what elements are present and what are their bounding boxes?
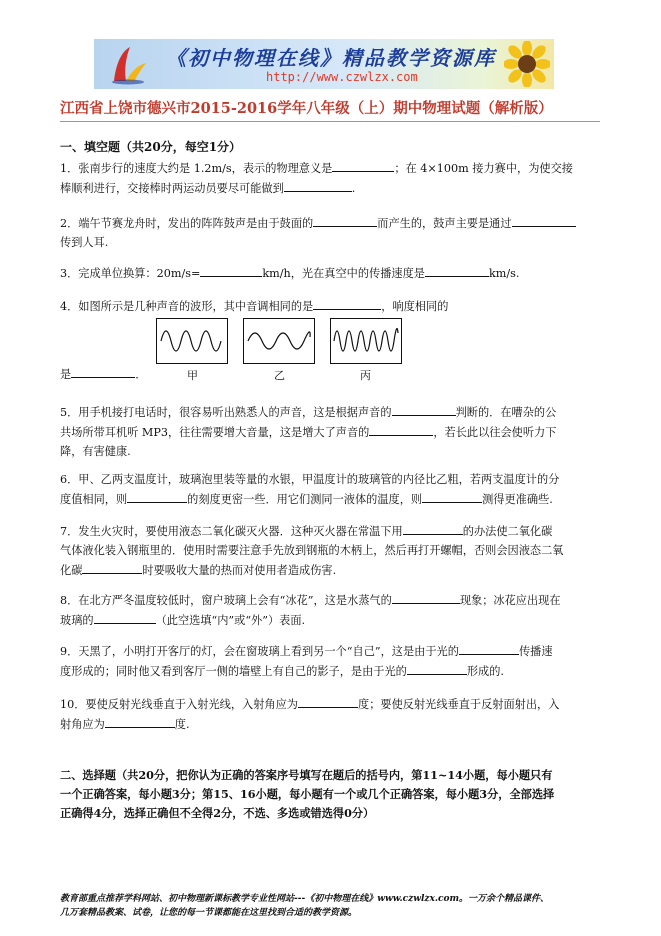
q9-blank-2[interactable] [407, 661, 467, 675]
question-10 [60, 694, 590, 734]
site-logo-icon [108, 43, 148, 85]
q6-text-d: 测得更准确些. [482, 493, 553, 506]
question-5 [60, 402, 590, 461]
q7-blank-1[interactable] [403, 521, 463, 535]
q6-text-c: 的刻度更密一些．用它们测同一液体的温度，则 [187, 493, 423, 506]
q1-text-d: . [351, 182, 356, 195]
q2-text-c: 传到人耳. [60, 236, 109, 249]
q1-text-a: 1．张南步行的速度大约是 1.2m/s，表示的物理意义是 [60, 162, 333, 175]
waveform-yi [243, 318, 315, 364]
waveform-label-bing: 丙 [360, 369, 371, 382]
q2-text-b: 而产生的，鼓声主要是通过 [377, 217, 512, 230]
q4-text-b: ，响度相同的 [381, 300, 449, 313]
q1-text-c: 棒顺利进行，交接棒时两运动员要尽可能做到 [60, 182, 284, 195]
q10-text-b: 度；要使反射光线垂直于反射面射出，入 [358, 698, 560, 711]
divider [60, 121, 600, 122]
q10-text-c: 射角应为 [60, 718, 105, 731]
q10-blank-1[interactable] [298, 694, 358, 708]
q5-text-d: ，若长此以往会使听力下 [433, 426, 557, 439]
header-banner [94, 39, 554, 89]
q8-blank-1[interactable] [392, 590, 460, 604]
q5-text-b: 判断的．在嘈杂的公 [455, 406, 557, 419]
q2-blank-2[interactable] [512, 213, 576, 227]
q2-blank-1[interactable] [313, 213, 377, 227]
q2-text-a: 2．端午节赛龙舟时，发出的阵阵鼓声是由于鼓面的 [60, 217, 314, 230]
q1-blank-1[interactable] [332, 158, 394, 172]
q4-text-d: ． [135, 368, 147, 381]
page-title: 江西省上饶市德兴市2015-2016学年八年级（上）期中物理试题（解析版） [60, 100, 553, 117]
question-2 [60, 213, 590, 252]
q8-blank-2[interactable] [94, 610, 156, 624]
q8-text-a: 8．在北方严冬温度较低时，窗户玻璃上会有“冰花”，这是水蒸气的 [60, 594, 392, 607]
q3-blank-1[interactable] [200, 263, 262, 277]
section-heading-choice [60, 766, 600, 823]
page-footer [60, 892, 610, 920]
section2-line-3: 正确得4分，选择正确但不全得2分，不选、多选或错选得0分） [60, 806, 375, 820]
banner-slogan: 《初中物理在线》精品教学资源库 [166, 46, 496, 70]
q5-blank-1[interactable] [392, 402, 456, 416]
question-7 [60, 521, 590, 580]
q9-text-a: 9．天黑了，小明打开客厅的灯，会在窗玻璃上看到另一个“自己”，这是由于光的 [60, 645, 459, 658]
section2-line-1: 二、选择题（共20分，把你认为正确的答案序号填写在题后的括号内，第11~14小题，每小题只有 [60, 768, 553, 782]
q6-blank-2[interactable] [422, 489, 482, 503]
q1-blank-2[interactable] [284, 178, 352, 192]
waveform-label-yi: 乙 [274, 369, 285, 382]
q5-text-a: 5．用手机接打电话时，很容易听出熟悉人的声音，这是根据声音的 [60, 406, 392, 419]
footer-line-2: 几万套精品教案、试卷，让您的每一节课都能在这里找到合适的教学资源。 [60, 908, 358, 918]
question-4-continued [60, 364, 590, 384]
q7-text-c: 气体液化装入钢瓶里的．使用时需要注意手先放到钢瓶的木柄上，然后再打开螺帽，否则会因液态二氧 [60, 544, 564, 557]
section-heading-fill-in: 一、填空题（共20分，每空1分） [60, 140, 242, 154]
question-6 [60, 470, 590, 509]
q1-text-b: ；在 4×100m 接力赛中，为使交接 [394, 162, 573, 175]
waveform-jia [156, 318, 228, 364]
q5-text-c: 共场所带耳机听 MP3，往往需要增大音量，这是增大了声音的 [60, 426, 370, 439]
question-9 [60, 641, 590, 681]
question-4 [60, 296, 590, 316]
q9-blank-1[interactable] [459, 641, 519, 655]
q9-text-d: 形成的. [466, 665, 504, 678]
q5-blank-2[interactable] [369, 422, 433, 436]
q3-text-a: 3．完成单位换算：20m/s= [60, 267, 201, 280]
q7-text-d: 化碳 [60, 564, 83, 577]
q8-text-c: 玻璃的 [60, 614, 94, 627]
q7-text-e: 时要吸收大量的热而对使用者造成伤害. [142, 564, 337, 577]
q7-text-b: 的办法使二氧化碳 [462, 525, 553, 538]
q4-text-c: 是 [60, 368, 72, 381]
q6-text-b: 度值相同，则 [60, 493, 128, 506]
q6-blank-1[interactable] [127, 489, 187, 503]
q6-text-a: 6．甲、乙两支温度计，玻璃泡里装等量的水银，甲温度计的玻璃管的内径比乙粗，若两支温度计的分 [60, 473, 560, 486]
q3-text-c: km/s. [488, 267, 520, 280]
q5-text-e: 降，有害健康. [60, 445, 131, 458]
q10-blank-2[interactable] [105, 714, 175, 728]
question-1 [60, 158, 590, 198]
q3-text-b: km/h，光在真空中的传播速度是 [262, 267, 425, 280]
q10-text-a: 10．要使反射光线垂直于入射光线，入射角应为 [60, 698, 298, 711]
q8-text-b: 现象；冰花应出现在 [459, 594, 561, 607]
q4-blank-2[interactable] [71, 364, 135, 378]
q7-text-a: 7．发生火灾时，要使用液态二氧化碳灭火器．这种灭火器在常温下用 [60, 525, 403, 538]
q3-blank-2[interactable] [425, 263, 489, 277]
question-3 [60, 263, 590, 283]
q4-blank-1[interactable] [313, 296, 381, 310]
q9-text-c: 度形成的；同时他又看到客厅一侧的墙壁上有自己的影子，是由于光的 [60, 665, 407, 678]
q4-text-a: 4．如图所示是几种声音的波形，其中音调相同的是 [60, 300, 314, 313]
waveform-bing [330, 318, 402, 364]
q8-text-d: （此空选填“内”或“外”）表面. [155, 614, 306, 627]
question-8 [60, 590, 590, 630]
section2-line-2: 一个正确答案，每小题3分；第15、16小题，每小题有一个或几个正确答案，每小题3分，全部选择 [60, 787, 555, 801]
q9-text-b: 传播速 [518, 645, 553, 658]
q10-text-d: 度. [174, 718, 190, 731]
waveform-label-jia: 甲 [187, 369, 198, 382]
banner-url[interactable]: http://www.czwlzx.com [266, 70, 418, 84]
q7-blank-2[interactable] [82, 560, 142, 574]
sunflower-icon [504, 41, 550, 87]
footer-line-1: 教育部重点推荐学科网站、初中物理新课标教学专业性网站---《初中物理在线》www.czwlzx.com。一万余个精品课件、 [60, 894, 550, 904]
